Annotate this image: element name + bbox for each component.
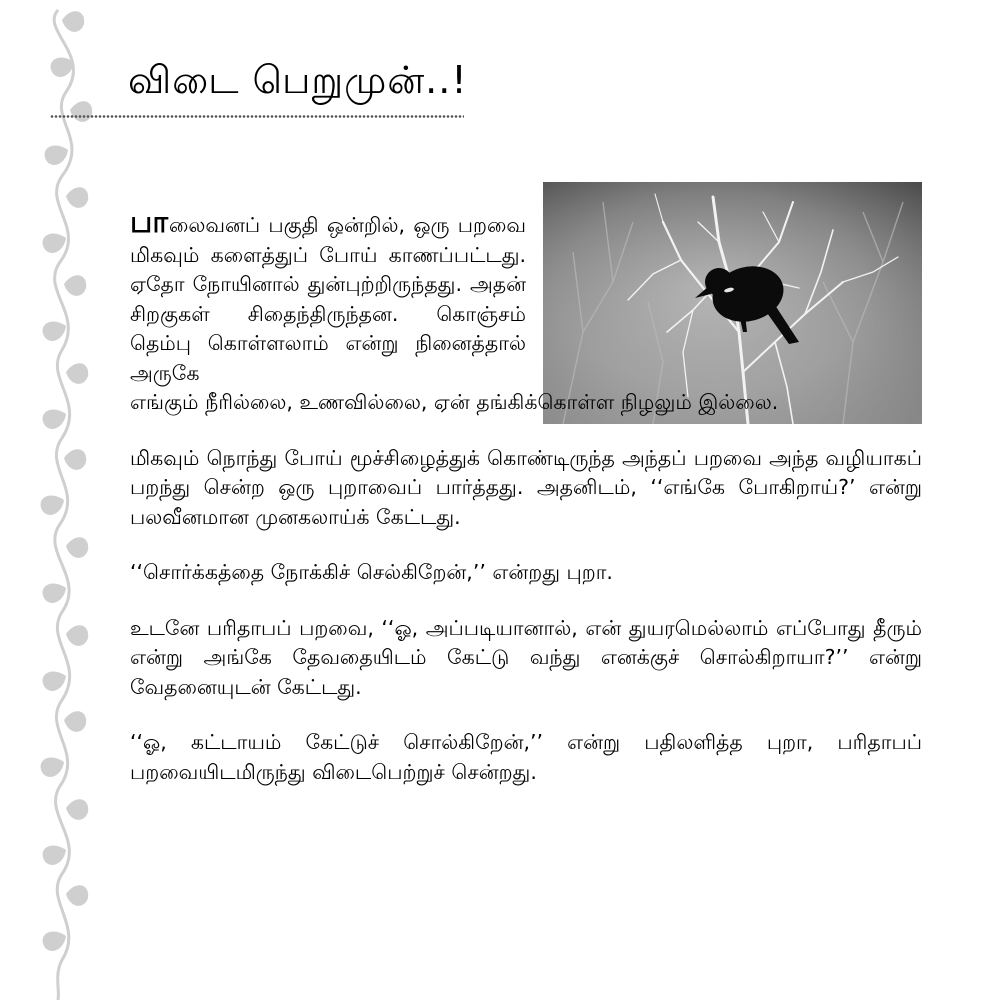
paragraph-1 xyxy=(130,205,922,418)
paragraph-1-wrapped-text: லைவனப் பகுதி ஒன்றில், ஒரு பறவை மிகவும் களைத்துப் போய் காணப்பட்டது. ஏதோ நோயினால் துன்புற்றிருந்தது. அதன் சிறகுகள் சிதைந்திருந்தன. கொஞ்சம் தெம்பு கொள்ளலாம் என்று நினைத்தால் அருகே xyxy=(130,213,526,385)
paragraph-2: மிகவும் நொந்து போய் மூச்சிழைத்துக் கொண்டிருந்த அந்தப் பறவை அந்த வழியாகப் பறந்து சென்ற ஒரு புறாவைப் பார்த்தது. அதனிடம், ‘‘எங்கே போகிறாய்?’ என்று பலவீனமான முனகலாய்க் கேட்டது. xyxy=(130,445,922,529)
drop-cap: பா xyxy=(130,205,169,240)
paragraph-1-rest: எங்கும் நீரில்லை, உணவில்லை, ஏன் தங்கிக்கொள்ள நிழலும் இல்லை. xyxy=(130,390,779,414)
dotted-divider xyxy=(50,114,464,119)
story-body xyxy=(130,205,922,813)
page-title: விடை பெறுமுன்..! xyxy=(128,58,468,102)
paragraph-5: ‘‘ஓ, கட்டாயம் கேட்டுச் சொல்கிறேன்,’’ என்று பதிலளித்த புறா, பரிதாபப் பறவையிடமிருந்து விடைபெற்றுச் சென்றது. xyxy=(130,730,922,784)
paragraph-1-wrapped-part xyxy=(130,205,526,388)
vine-border xyxy=(0,0,100,1000)
paragraph-3: ‘‘சொர்க்கத்தை நோக்கிச் செல்கிறேன்,’’ என்றது புறா. xyxy=(130,560,613,584)
paragraph-4: உடனே பரிதாபப் பறவை, ‘‘ஓ, அப்படியானால், என் துயரமெல்லாம் எப்போது தீரும் என்று அங்கே தேவதையிடம் கேட்டு வந்து எனக்குச் சொல்கிறாயா?’’ என்று வேதனையுடன் கேட்டது. xyxy=(130,615,922,699)
